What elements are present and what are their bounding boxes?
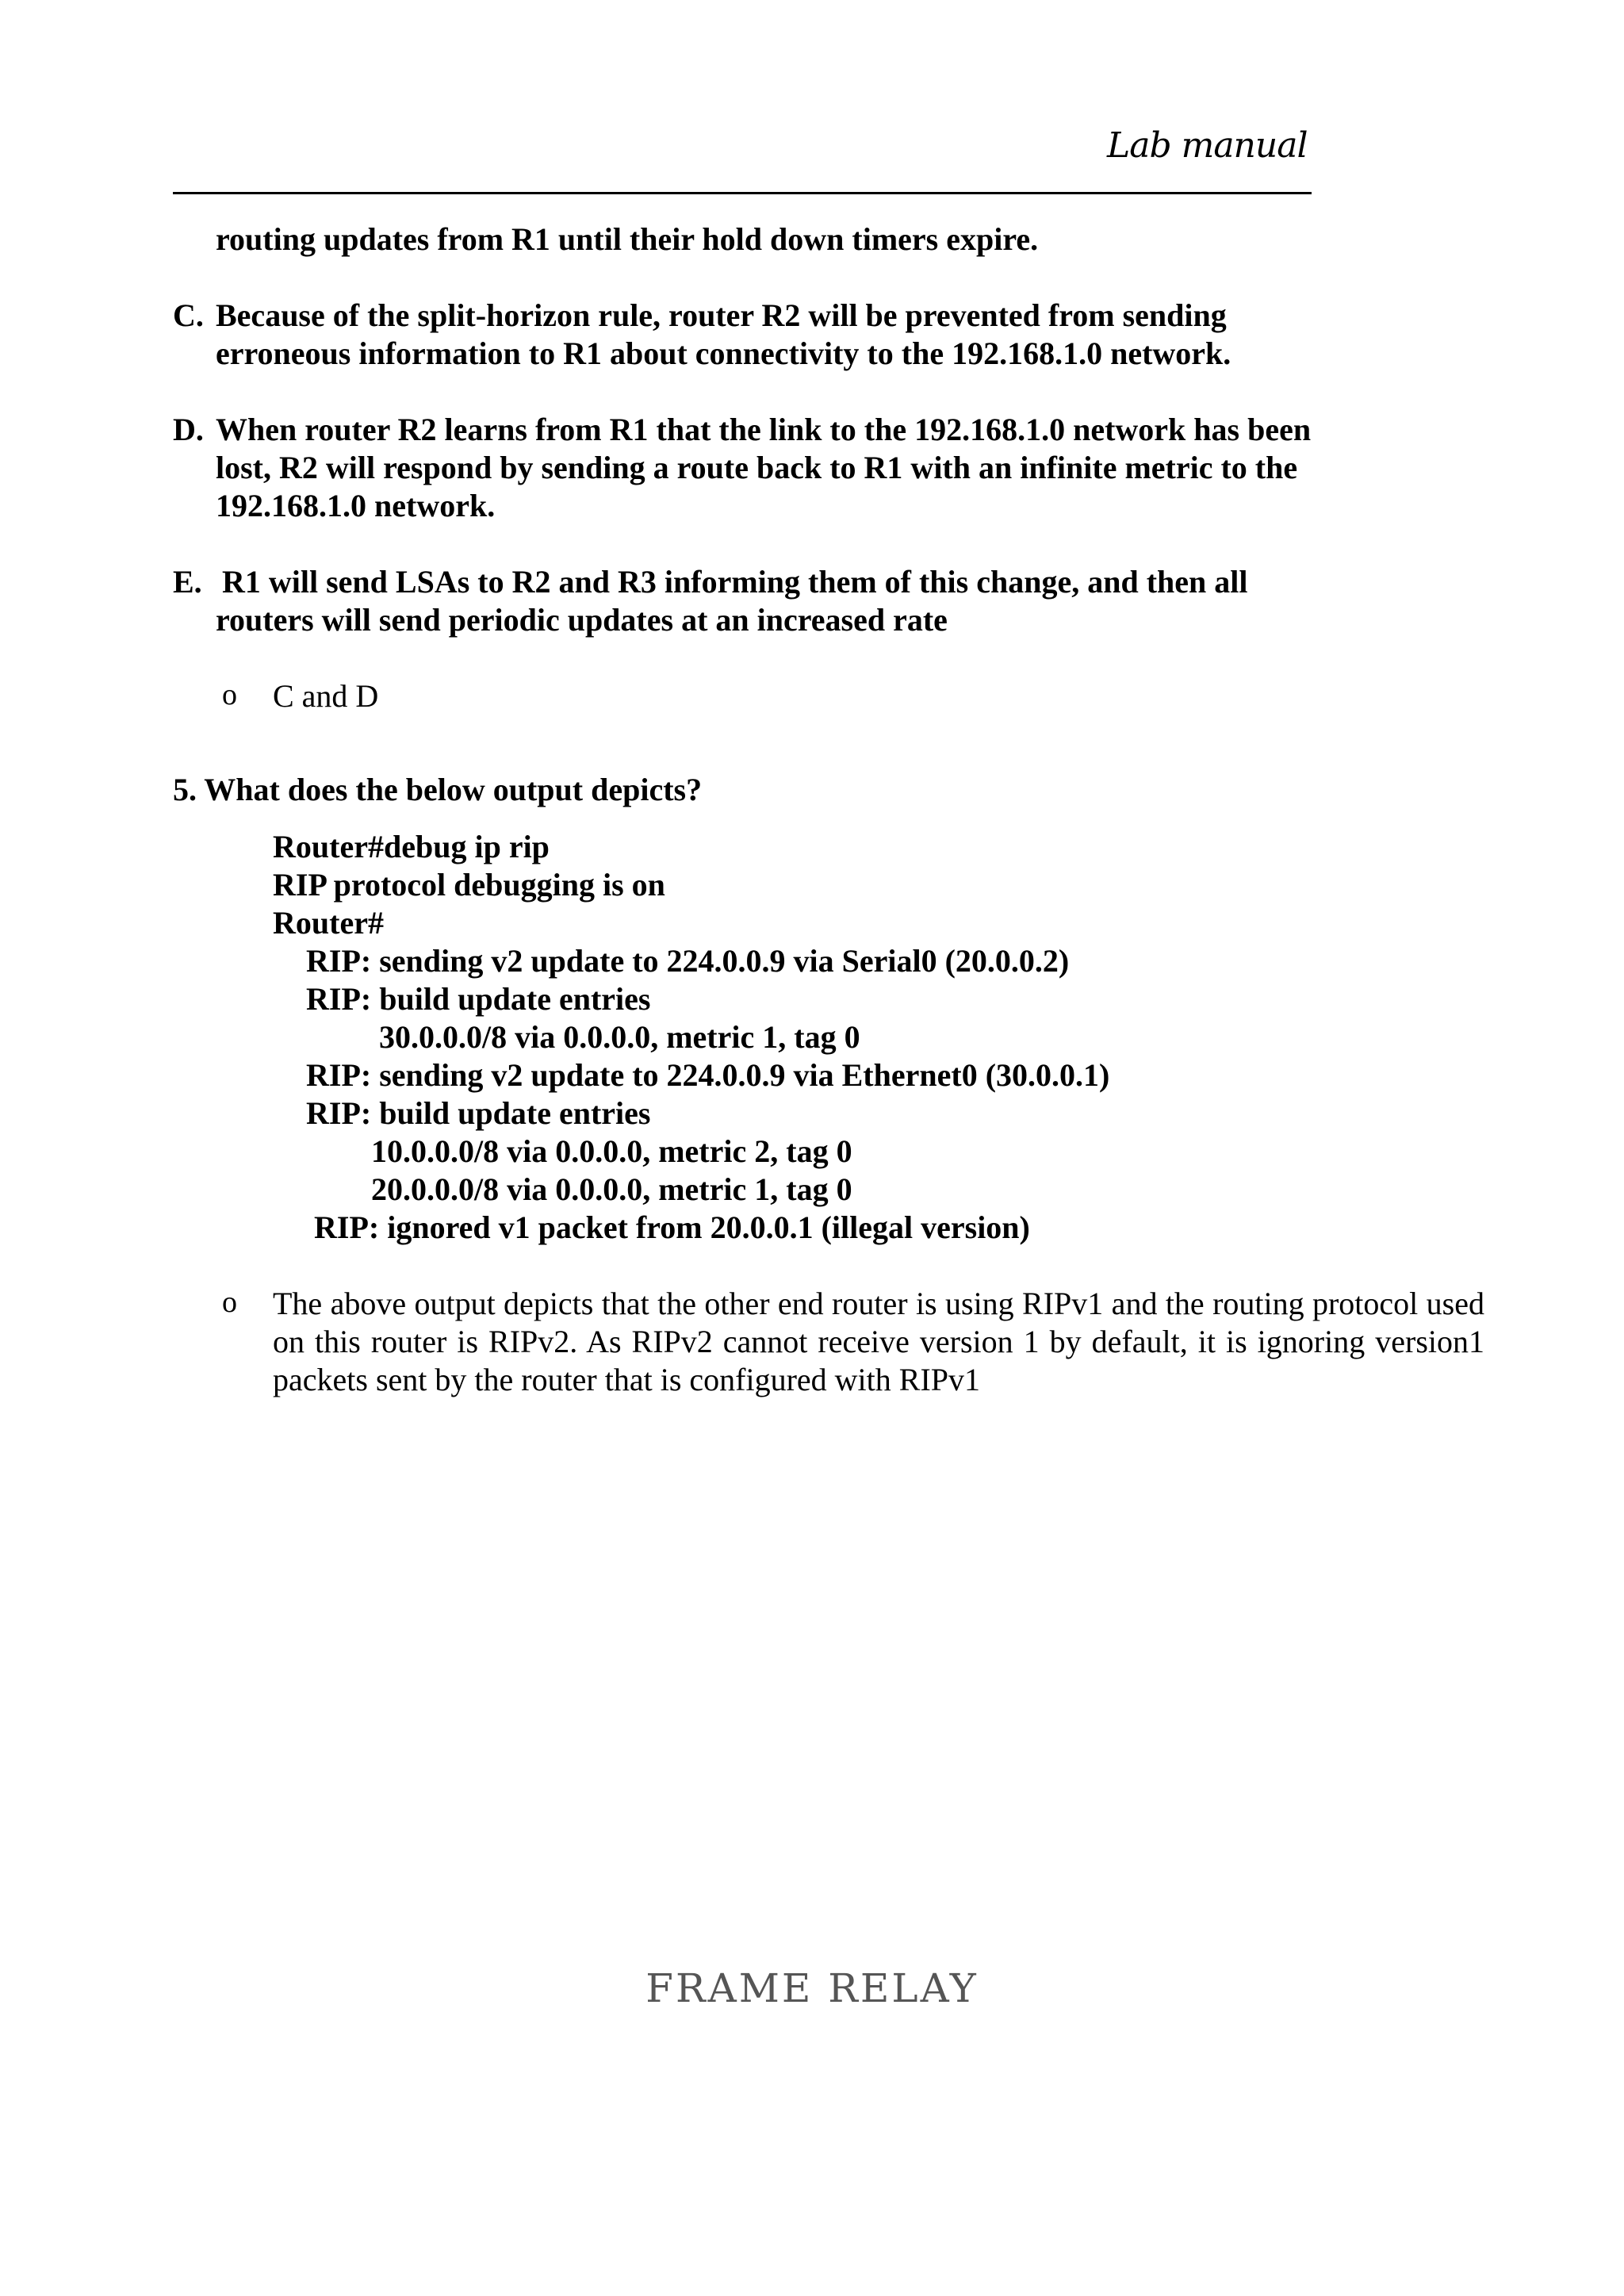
answer5-bullet: o [222,1286,237,1319]
output-line: RIP: sending v2 update to 224.0.0.9 via Ethernet0 (30.0.0.1) [306,1057,1110,1093]
option-c-letter: C. [173,297,204,333]
output-line: Router#debug ip rip [273,829,550,864]
option-d-letter: D. [173,412,204,447]
answer4-text: C and D [273,678,379,714]
header-rule [173,192,1312,194]
option-c-line1: Because of the split-horizon rule, router R2 will be prevented from sending [216,297,1227,333]
option-c-line2: erroneous information to R1 about connectivity to the 192.168.1.0 network. [216,335,1231,371]
option-e-letter: E. [173,564,202,600]
option-d-line2: lost, R2 will respond by sending a route back to R1 with an infinite metric to the [216,450,1298,485]
option-e-line2: routers will send periodic updates at an increased rate [216,602,948,638]
answer5-text: The above output depicts that the other end router is using RIPv1 and the routing protocol used on this router is RIPv2. As RIPv2 cannot receive version 1 by default, it is ignoring version1 packets sent by the router that is configured with RIPv1 [273,1286,1484,1397]
section-title: FRAME RELAY [645,1965,979,2011]
answer4-bullet: o [222,678,237,711]
option-d-line3: 192.168.1.0 network. [216,488,496,523]
option-d-line1: When router R2 learns from R1 that the link to the 192.168.1.0 network has been [216,412,1312,447]
output-line: RIP protocol debugging is on [273,867,665,903]
output-line: Router# [273,905,384,941]
output-line: RIP: sending v2 update to 224.0.0.9 via Serial0 (20.0.0.2) [306,943,1070,979]
question5-text: 5. What does the below output depicts? [173,772,703,807]
output-line: RIP: build update entries [306,981,651,1017]
option-e-line1: R1 will send LSAs to R2 and R3 informing them of this change, and then all [222,564,1248,600]
output-line: 20.0.0.0/8 via 0.0.0.0, metric 1, tag 0 [371,1171,852,1207]
output-line: RIP: ignored v1 packet from 20.0.0.1 (illegal version) [314,1209,1030,1245]
header-title: Lab manual [1107,125,1308,166]
output-line: 30.0.0.0/8 via 0.0.0.0, metric 1, tag 0 [379,1019,860,1055]
option-b-tail: routing updates from R1 until their hold down timers expire. [216,221,1039,257]
output-line: 10.0.0.0/8 via 0.0.0.0, metric 2, tag 0 [371,1133,852,1169]
output-line: RIP: build update entries [306,1095,651,1131]
